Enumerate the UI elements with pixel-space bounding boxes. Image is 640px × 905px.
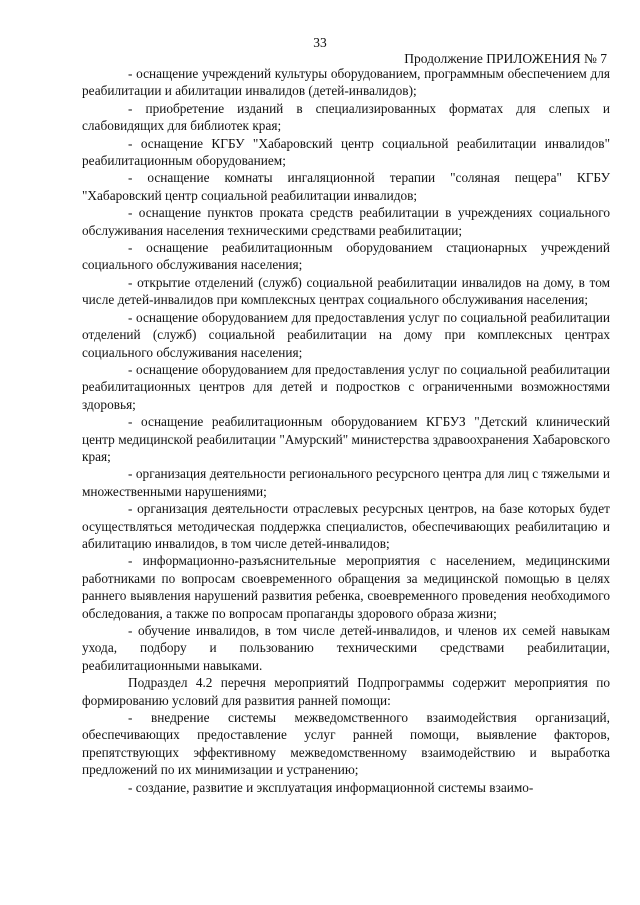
paragraph: - открытие отделений (служб) социальной реабилитации инвалидов на дому, в том числе детей-инвалидов при комплексных центрах социального обслуживания населения; xyxy=(82,274,610,308)
paragraph: - оснащение реабилитационным оборудованием КГБУЗ "Детский клинический центр медицинской реабилитации "Амурский" министерства здравоохранения Хабаровского края; xyxy=(82,414,610,464)
paragraph: - организация деятельности регионального ресурсного центра для лиц с тяжелыми и множественными нарушениями; xyxy=(82,466,610,499)
paragraph: Подраздел 4.2 перечня мероприятий Подпрограммы содержит мероприятия по формированию условий для развития ранней помощи: xyxy=(82,675,610,708)
paragraph: - создание, развитие и эксплуатация информационной системы взаимо- xyxy=(128,779,534,795)
paragraph: - организация деятельности отраслевых ресурсных центров, на базе которых будет осуществляться методическая поддержка специалистов, обеспечивающих реабилитацию и абилитацию инвалидов, в том числе детей-инвалидов; xyxy=(82,501,610,551)
paragraph: - оснащение оборудованием для предоставления услуг по социальной реабилитации реабилитационных центров для детей и подростков с ограниченными возможностями здоровья; xyxy=(82,361,610,412)
paragraph: - оснащение реабилитационным оборудованием стационарных учреждений социального обслуживания населения; xyxy=(82,240,610,273)
paragraph: - внедрение системы межведомственного взаимодействия организаций, обеспечивающих предоставление услуг ранней помощи, выявление факторов, препятствующих эффективному межведомственному взаимодействию и выработка предложений по их минимизации и устранению; xyxy=(82,710,610,778)
appendix-continuation-label: Продолжение ПРИЛОЖЕНИЯ № 7 xyxy=(404,51,607,66)
body-text xyxy=(82,65,610,796)
paragraph: - оснащение КГБУ "Хабаровский центр социальной реабилитации инвалидов" реабилитационным оборудованием; xyxy=(82,135,610,169)
paragraph: - информационно-разъяснительные мероприятия с населением, медицинскими работниками по вопросам своевременного обращения за медицинской помощью в целях раннего выявления нарушений развития ребенка, своевременного проведения необходимого обследования, а также по вопросам пропаганды здорового образа жизни; xyxy=(82,553,610,621)
page-number: 33 xyxy=(313,35,327,50)
paragraph: - оснащение комнаты ингаляционной терапии "соляная пещера" КГБУ "Хабаровский центр социальной реабилитации инвалидов; xyxy=(82,170,610,203)
paragraph: - обучение инвалидов, в том числе детей-инвалидов, и членов их семей навыкам ухода, подбору и пользованию техническими средствами реабилитации, реабилитационными навыками. xyxy=(82,623,610,673)
paragraph: - оснащение пунктов проката средств реабилитации в учреждениях социального обслуживания населения техническими средствами реабилитации; xyxy=(82,205,610,238)
paragraph: - оснащение оборудованием для предоставления услуг по социальной реабилитации отделений (служб) социальной реабилитации на дому при комплексных центрах социального обслуживания населения; xyxy=(82,309,610,360)
paragraph: - приобретение изданий в специализированных форматах для слепых и слабовидящих для библиотек края; xyxy=(82,100,610,134)
paragraph: - оснащение учреждений культуры оборудованием, программным обеспечением для реабилитации и абилитации инвалидов (детей-инвалидов); xyxy=(82,66,610,99)
